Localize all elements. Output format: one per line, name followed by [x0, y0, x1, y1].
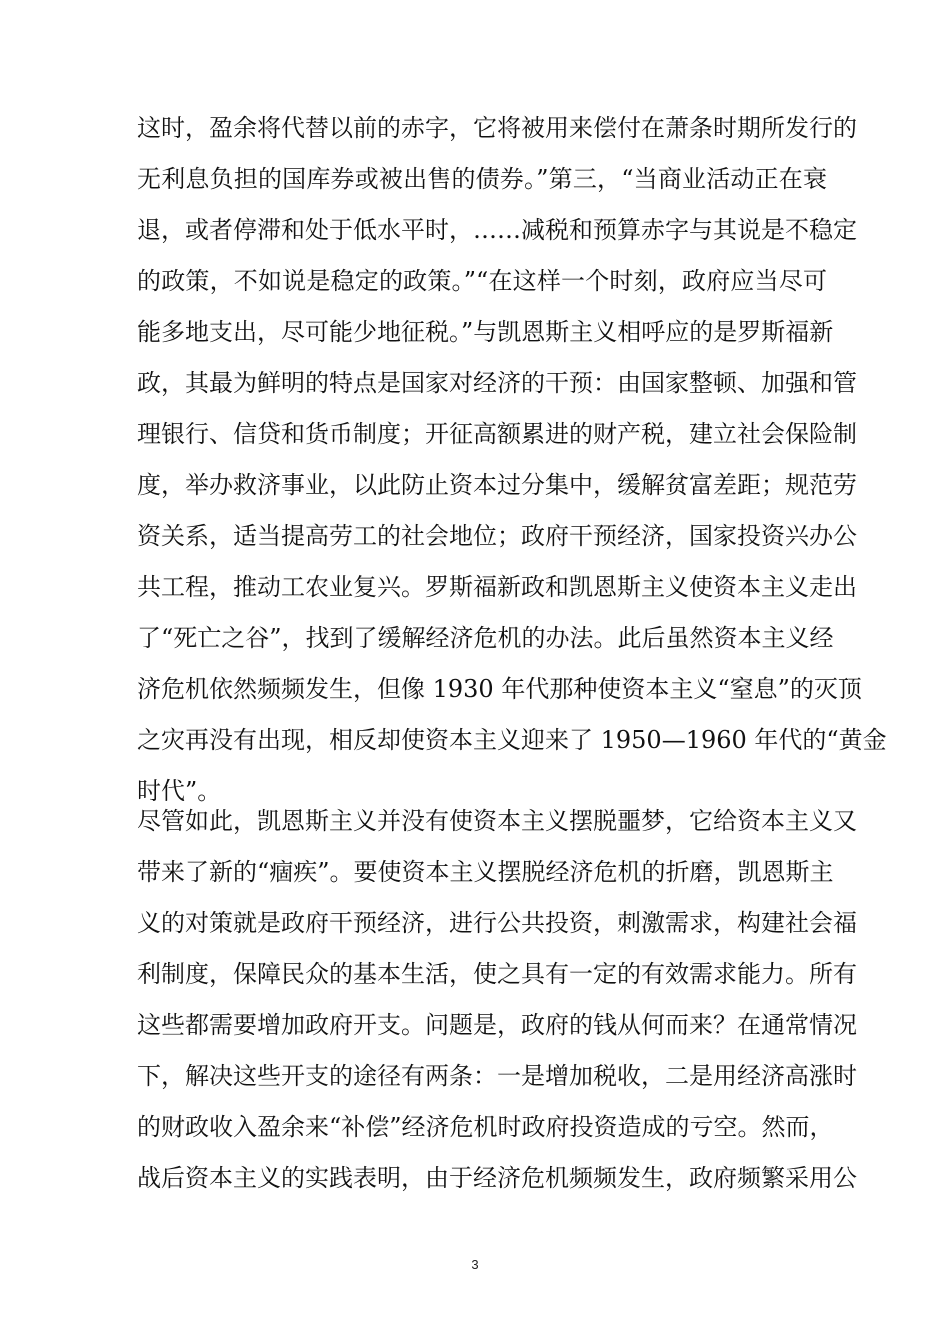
text-line: 理银行、信贷和货币制度；开征高额累进的财产税，建立社会保险制: [137, 420, 857, 448]
text-line: 这时，盈余将代替以前的赤字，它将被用来偿付在萧条时期所发行的: [137, 114, 857, 142]
paragraph-1: [137, 103, 887, 817]
text-line: 济危机依然频频发生，但像 1930 年代那种使资本主义“窒息”的灭顶: [137, 675, 862, 703]
text-line: 能多地支出，尽可能少地征税。”与凯恩斯主义相呼应的是罗斯福新: [137, 318, 834, 346]
text-line: 利制度，保障民众的基本生活，使之具有一定的有效需求能力。所有: [137, 960, 857, 988]
text-line: 下，解决这些开支的途径有两条：一是增加税收，二是用经济高涨时: [137, 1062, 857, 1090]
text-line: 政，其最为鲜明的特点是国家对经济的干预：由国家整顿、加强和管: [137, 369, 857, 397]
paragraph-2: [137, 796, 857, 1204]
text-line: 义的对策就是政府干预经济，进行公共投资，刺激需求，构建社会福: [137, 909, 857, 937]
text-line: 之灾再没有出现，相反却使资本主义迎来了 1950—1960 年代的“黄金: [137, 726, 887, 754]
text-line: 共工程，推动工农业复兴。罗斯福新政和凯恩斯主义使资本主义走出: [137, 573, 857, 601]
text-line: 的政策，不如说是稳定的政策。”“在这样一个时刻，政府应当尽可: [137, 267, 827, 295]
text-line: 无利息负担的国库券或被出售的债券。”第三，“当商业活动正在衰: [137, 165, 827, 193]
text-line: 退，或者停滞和处于低水平时，……减税和预算赤字与其说是不稳定: [137, 216, 857, 244]
text-line: 时代”。: [137, 777, 222, 805]
text-line: 的财政收入盈余来“补偿”经济危机时政府投资造成的亏空。然而，: [137, 1113, 834, 1141]
text-line: 这些都需要增加政府开支。问题是，政府的钱从何而来？在通常情况: [137, 1011, 857, 1039]
text-line: 资关系，适当提高劳工的社会地位；政府干预经济，国家投资兴办公: [137, 522, 857, 550]
text-line: 度，举办救济事业，以此防止资本过分集中，缓解贫富差距；规范劳: [137, 471, 857, 499]
text-line: 战后资本主义的实践表明，由于经济危机频频发生，政府频繁采用公: [137, 1164, 857, 1192]
page-number: 3: [471, 1257, 479, 1272]
text-line: 带来了新的“痼疾”。要使资本主义摆脱经济危机的折磨，凯恩斯主: [137, 858, 834, 886]
text-line: 尽管如此，凯恩斯主义并没有使资本主义摆脱噩梦，它给资本主义又: [137, 807, 857, 835]
text-line: 了“死亡之谷”，找到了缓解经济危机的办法。此后虽然资本主义经: [137, 624, 834, 652]
